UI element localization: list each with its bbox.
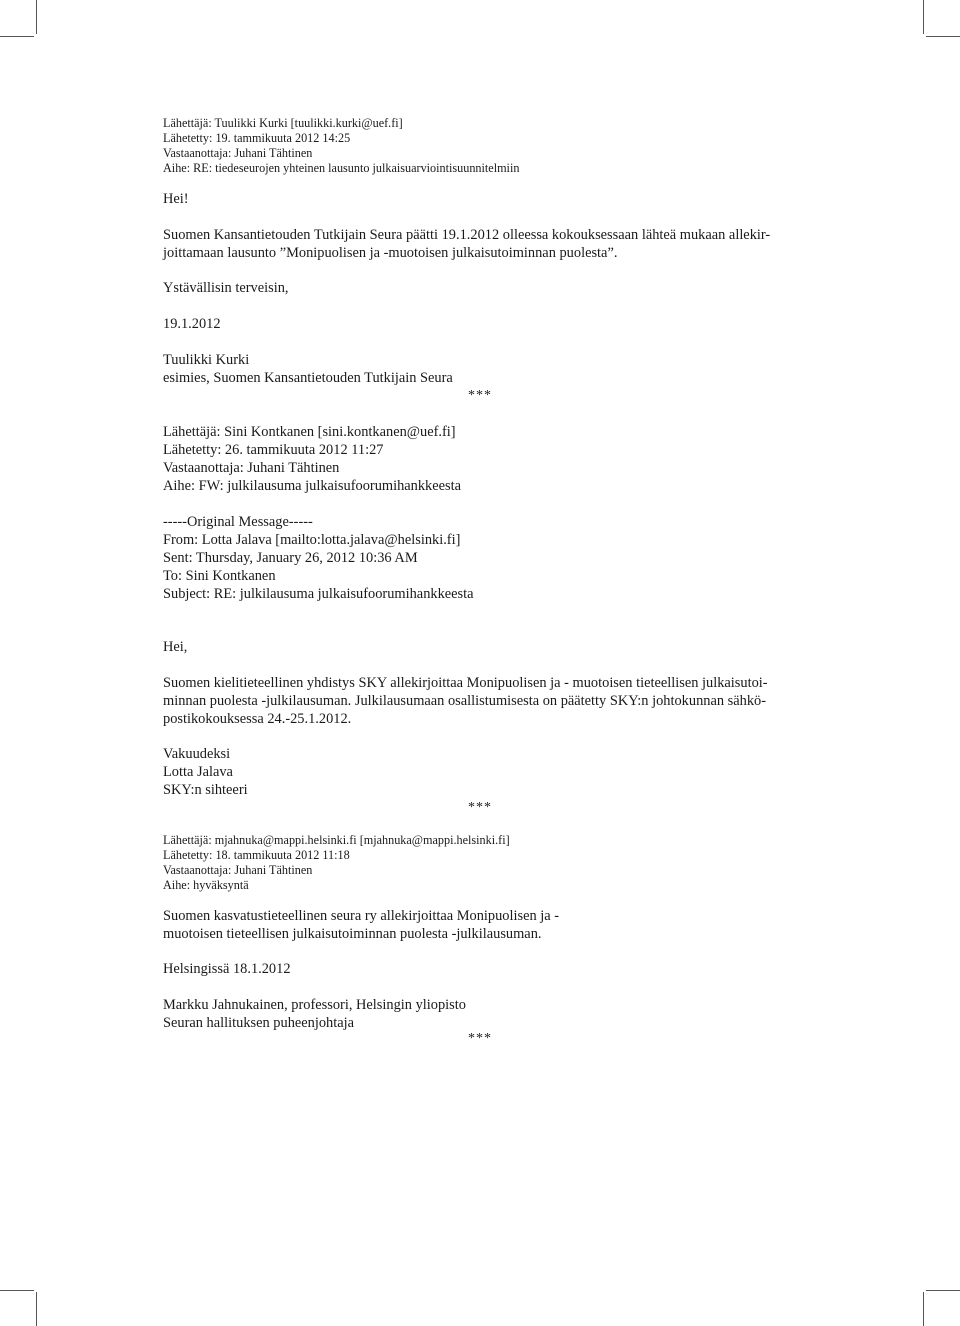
email3-body-line2: muotoisen tieteellisen julkaisutoiminnan puolesta -julkilausuman. xyxy=(163,926,542,942)
crop-mark-top-left-h xyxy=(0,36,34,37)
separator-2: *** xyxy=(468,800,492,815)
email2-original-to: To: Sini Kontkanen xyxy=(163,568,276,584)
email2-header-from: Lähettäjä: Sini Kontkanen [sini.kontkanen@uef.fi] xyxy=(163,424,456,440)
email3-body-line1: Suomen kasvatustieteellinen seura ry allekirjoittaa Monipuolisen ja - xyxy=(163,908,560,924)
email2-original-from: From: Lotta Jalava [mailto:lotta.jalava@helsinki.fi] xyxy=(163,532,461,548)
email1-header-to: Vastaanottaja: Juhani Tähtinen xyxy=(163,146,313,160)
email2-original-marker: -----Original Message----- xyxy=(163,514,313,530)
email2-greeting: Hei, xyxy=(163,639,188,655)
separator-1: *** xyxy=(468,388,492,403)
email2-header-sent: Lähetetty: 26. tammikuuta 2012 11:27 xyxy=(163,442,384,458)
email1-body-line2: joittamaan lausunto ”Monipuolisen ja -muotoisen julkaisutoiminnan puolesta”. xyxy=(163,245,618,261)
email3-signature-line1: Markku Jahnukainen, professori, Helsingin yliopisto xyxy=(163,997,466,1013)
email1-header-from: Lähettäjä: Tuulikki Kurki [tuulikki.kurki@uef.fi] xyxy=(163,116,403,130)
email2-signature-line3: SKY:n sihteeri xyxy=(163,782,248,798)
email2-header-to: Vastaanottaja: Juhani Tähtinen xyxy=(163,460,340,476)
email2-signature-line1: Vakuudeksi xyxy=(163,746,231,762)
email2-signature-line2: Lotta Jalava xyxy=(163,764,233,780)
email1-signature-title: esimies, Suomen Kansantietouden Tutkijain Seura xyxy=(163,370,453,386)
email2-body-line2: minnan puolesta -julkilausuman. Julkilausumaan osallistumisesta on päätetty SKY:n johtokunnan sähkö- xyxy=(163,693,767,709)
email3-header-sent: Lähetetty: 18. tammikuuta 2012 11:18 xyxy=(163,848,350,862)
crop-mark-top-right-h xyxy=(926,36,960,37)
email3-signature-line2: Seuran hallituksen puheenjohtaja xyxy=(163,1015,355,1031)
email3-header-subject: Aihe: hyväksyntä xyxy=(163,878,249,892)
email1-greeting: Hei! xyxy=(163,191,189,207)
email2-original-sent: Sent: Thursday, January 26, 2012 10:36 AM xyxy=(163,550,418,566)
email1-signature-name: Tuulikki Kurki xyxy=(163,352,250,368)
crop-mark-bottom-left xyxy=(36,1292,37,1326)
email1-date: 19.1.2012 xyxy=(163,316,221,332)
email3-place-date: Helsingissä 18.1.2012 xyxy=(163,961,291,977)
email3-header-from: Lähettäjä: mjahnuka@mappi.helsinki.fi [mjahnuka@mappi.helsinki.fi] xyxy=(163,833,510,847)
email3-header-to: Vastaanottaja: Juhani Tähtinen xyxy=(163,863,313,877)
email2-original-subject: Subject: RE: julkilausuma julkaisufoorumihankkeesta xyxy=(163,586,474,602)
email2-body-line3: postikokouksessa 24.-25.1.2012. xyxy=(163,711,352,727)
email1-header-subject: Aihe: RE: tiedeseurojen yhteinen lausunto julkaisuarviointisuunnitelmiin xyxy=(163,161,520,175)
email1-body-line1: Suomen Kansantietouden Tutkijain Seura päätti 19.1.2012 olleessa kokouksessaan lähteä mukaan allekir- xyxy=(163,227,771,243)
email2-body-line1: Suomen kielitieteellinen yhdistys SKY allekirjoittaa Monipuolisen ja - muotoisen tieteellisen julkaisutoi- xyxy=(163,675,768,691)
crop-mark-top-left xyxy=(36,0,37,34)
separator-3: *** xyxy=(468,1031,492,1046)
crop-mark-bottom-right-h xyxy=(926,1290,960,1291)
crop-mark-bottom-left-h xyxy=(0,1290,34,1291)
email1-closing: Ystävällisin terveisin, xyxy=(163,280,289,296)
email1-header-sent: Lähetetty: 19. tammikuuta 2012 14:25 xyxy=(163,131,351,145)
crop-mark-bottom-right xyxy=(923,1292,924,1326)
email2-header-subject: Aihe: FW: julkilausuma julkaisufoorumihankkeesta xyxy=(163,478,462,494)
crop-mark-top-right xyxy=(923,0,924,34)
